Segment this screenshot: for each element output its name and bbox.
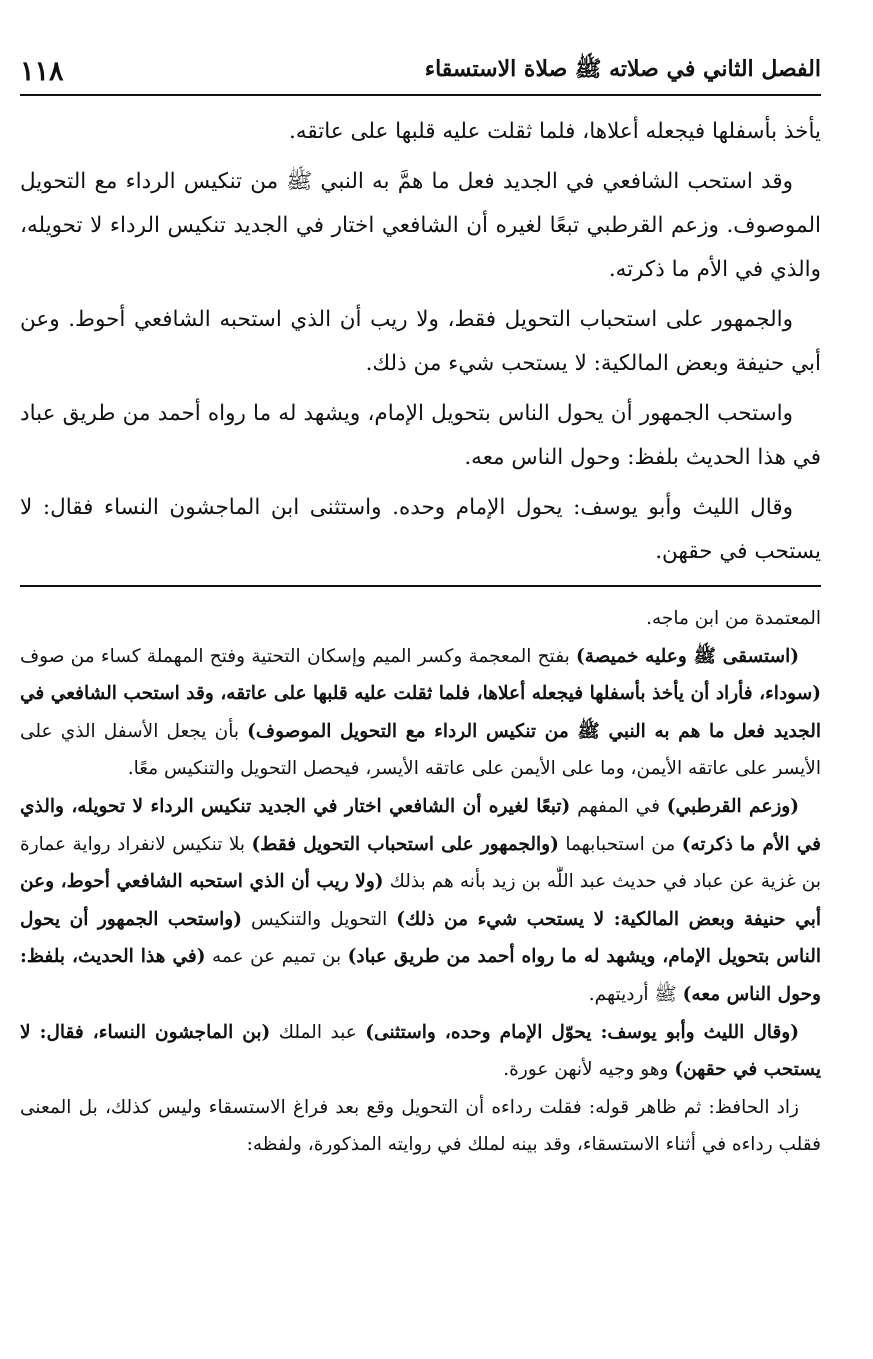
quoted-text: (بن الماجشون النساء، فقال: لا يستحب في حقهن) [20,1021,821,1081]
commentary-text: بأن يجعل الأسفل الذي على الأيسر على عاتقه الأيمن، وما على الأيمن على عاتقه الأيسر، فيحصل التحويل والتنكيس معًا. [20,720,821,780]
quoted-text: (والجمهور على استحباب التحويل فقط) [251,833,559,855]
main-paragraph: وقد استحب الشافعي في الجديد فعل ما همَّ به النبي ﷺ من تنكيس الرداء مع التحويل الموصوف. وزعم القرطبي تبعًا لغيره أن الشافعي اختار في الجديد تنكيس الرداء لا تحويله، والذي في الأم ما ذكرته. [20,169,821,282]
commentary [20,600,821,1164]
main-text [20,110,821,580]
commentary-text: ﷺ أرديتهم. [588,983,683,1005]
commentary-text: بن تميم عن عمه [205,946,348,968]
commentary-text: زاد الحافظ: ثم ظاهر قوله: فقلت رداءه أن التحويل وقع بعد فراغ الاستسقاء وليس كذلك، بل المعنى فقلب رداءه في أثناء الاستسقاء، وقد بينه لملك في روايته المذكورة، ولفظه: [20,1096,821,1156]
main-paragraph: وقال الليث وأبو يوسف: يحول الإمام وحده. واستثنى ابن الماجشون النساء فقال: لا يستحب في حقهن. [20,495,821,564]
commentary-text: المعتمدة من ابن ماجه. [646,608,821,629]
main-paragraph: والجمهور على استحباب التحويل فقط، ولا ريب أن الذي استحبه الشافعي أحوط. وعن أبي حنيفة وبعض المالكية: لا يستحب شيء من ذلك. [20,307,821,376]
commentary-text: التحويل والتنكيس [241,908,397,930]
commentary-text: عبد الملك [270,1021,366,1043]
main-paragraph: واستحب الجمهور أن يحول الناس بتحويل الإمام، ويشهد له ما رواه أحمد من طريق عباد في هذا الحديث بلفظ: وحول الناس معه. [20,401,821,470]
quoted-text: (في هذا الحديث، بلفظ: وحول الناس معه) [20,946,821,1005]
commentary-text: بلا تنكيس لانفراد رواية عمارة بن غزية عن عباد في حديث عبد اللّٰه بن زيد بأنه هم بذلك [20,833,821,893]
commentary-paragraph [20,788,821,1014]
commentary-text: في المفهم [570,795,667,817]
page-number: ١١٨ [20,55,64,87]
running-title: الفصل الثاني في صلاته ﷺ صلاة الاستسقاء [424,56,821,82]
commentary-text: بفتح المعجمة وكسر الميم وإسكان التحتية وفتح المهملة كساء من صوف [20,645,576,667]
page-header [20,48,821,96]
commentary-paragraph [20,638,821,788]
commentary-paragraph [20,1014,821,1089]
quoted-text: (تبعًا لغيره أن الشافعي اختار في الجديد تنكيس الرداء لا تحويله، والذي في الأم ما ذكرته) [20,795,821,855]
commentary-text: من استحبابهما [558,833,682,855]
commentary-paragraph [20,600,821,638]
footnote-separator [20,585,821,587]
main-paragraph: يأخذ بأسفلها فيجعله أعلاها، فلما ثقلت عليه قلبها على عاتقه. [289,119,821,144]
quoted-text: (ولا ريب أن الذي استحبه الشافعي أحوط، وعن أبي حنيفة وبعض المالكية: لا يستحب شيء من ذلك) [20,871,821,930]
commentary-paragraph [20,1089,821,1164]
quoted-text: (سوداء، فأراد أن يأخذ بأسفلها فيجعله أعلاها، فلما ثقلت عليه قلبها على عاتقه، وقد استحب الشافعي في الجديد فعل ما هم به النبي ﷺ من تنكيس الرداء مع التحويل الموصوف) [20,683,821,742]
quoted-text: (استسقى ﷺ وعليه خميصة) [575,645,799,667]
quoted-text: (وقال الليث وأبو يوسف: يحوّل الإمام وحده، واستثنى) [365,1021,799,1043]
quoted-text: (وزعم القرطبي) [666,795,799,817]
quoted-text: (واستحب الجمهور أن يحول الناس بتحويل الإمام، ويشهد له ما رواه أحمد من طريق عباد) [20,908,821,968]
commentary-text: وهو وجيه لأنهن عورة. [503,1059,675,1081]
